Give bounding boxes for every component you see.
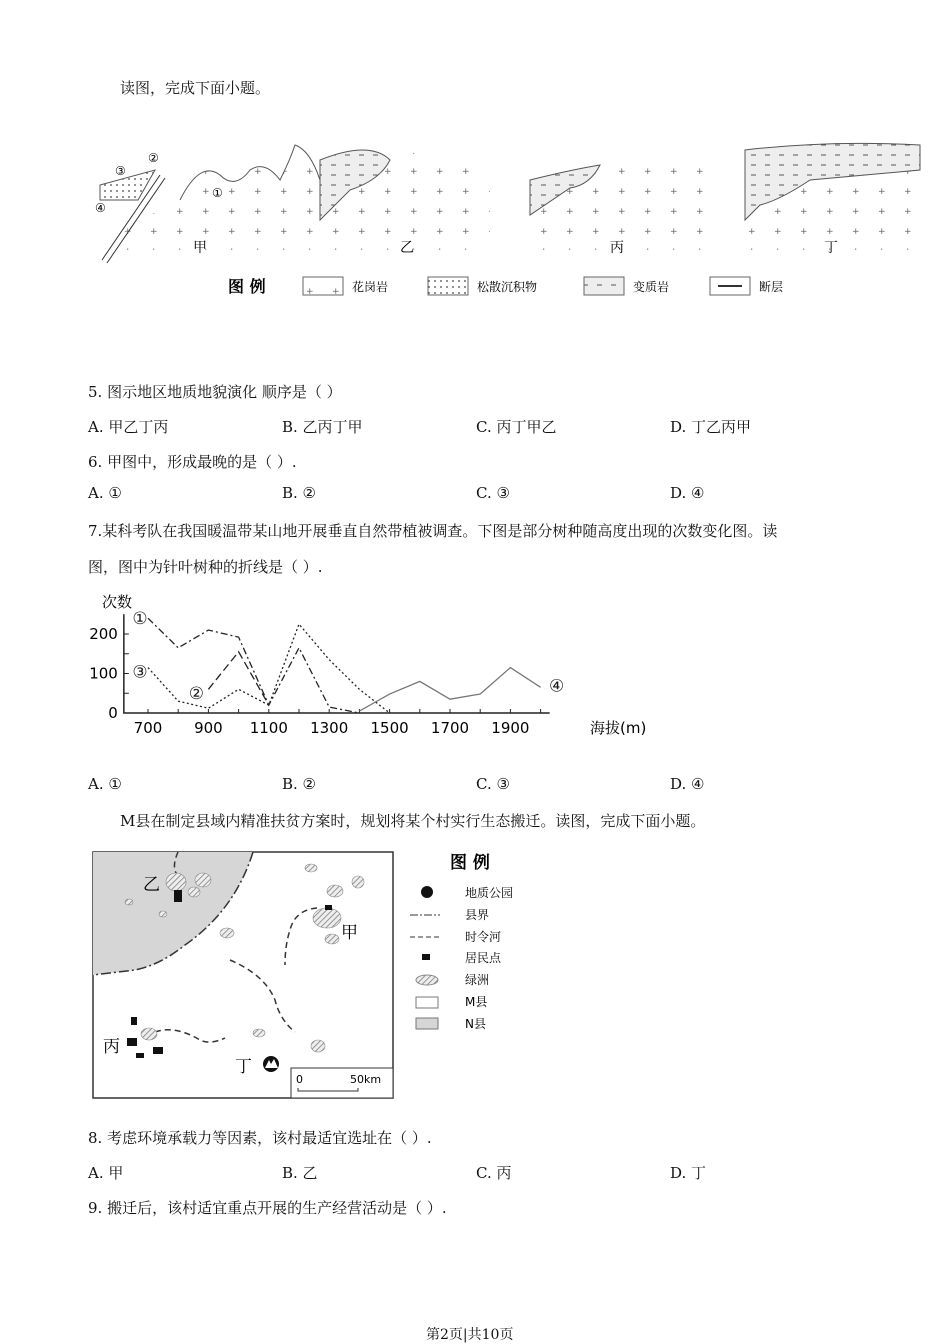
q5-option-c: C. 丙丁甲乙 [476,418,557,436]
legend-item: 县界 [465,908,490,922]
q6-option-c: C. ③ [476,484,510,502]
question-7-line2: 图，图中为针叶树种的折线是（ ）. [88,558,323,576]
scale-distance: 50km [350,1073,382,1086]
q8-option-b: B. 乙 [282,1164,318,1182]
county-map [85,840,545,1110]
q5-option-a: A. 甲乙丁丙 [88,418,169,436]
place-label: 丁 [235,1057,252,1077]
legend-item: 时令河 [465,930,502,944]
panel-yi [320,150,490,250]
axis-line [124,614,550,713]
q8-option-c: C. 丙 [476,1164,512,1182]
series-line-dashed [208,652,268,705]
legend-title: 图 例 [450,853,490,873]
legend-item: 变质岩 [633,280,670,294]
panel-label: 丁 [824,240,838,256]
x-tick-label: 1300 [310,719,349,737]
marker: ③ [115,164,126,178]
series-label: ① [132,609,148,630]
panel-label: 甲 [193,240,207,256]
marker: ① [212,186,223,200]
panel-label: 丙 [610,240,624,256]
series-line-dashdot [148,618,359,713]
q5-option-b: B. 乙丙丁甲 [282,418,363,436]
series-label: ② [188,684,205,705]
series-line-solid [359,668,540,711]
question-9: 9. 搬迁后，该村适宜重点开展的生产经营活动是（ ）. [88,1199,447,1217]
place-label: 乙 [143,875,160,895]
question-7-line1: 7.某科考队在我国暖温带某山地开展垂直自然带植被调查。下图是部分树种随高度出现的次数变化图。读 [88,522,778,540]
intro-text-2: M县在制定县域内精准扶贫方案时，规划将某个村实行生态搬迁。读图，完成下面小题。 [120,812,706,830]
question-6: 6. 甲图中，形成最晚的是（ ）. [88,453,297,471]
q8-option-d: D. 丁 [670,1164,707,1182]
q7-option-d: D. ④ [670,775,705,793]
legend-item: 断层 [759,280,784,294]
y-tick-label: 0 [108,704,118,722]
q6-option-a: A. ① [88,484,122,502]
legend-item: 地质公园 [465,886,514,900]
x-tick-label: 1900 [491,719,530,737]
marker: ② [148,151,159,165]
legend-title: 图 例 [228,277,266,296]
legend-item: N县 [465,1017,486,1031]
intro-text: 读图，完成下面小题。 [120,79,271,97]
series-line-dotted [148,624,390,713]
x-tick-label: 1700 [430,719,470,737]
legend-item: M县 [465,995,488,1009]
q7-option-c: C. ③ [476,775,510,793]
panel-bing [530,154,710,250]
page-footer: 第2页|共10页 [426,1327,514,1343]
q7-option-a: A. ① [88,775,122,793]
place-label: 丙 [103,1037,120,1057]
panel-ding [745,143,920,250]
legend-item: 松散沉积物 [477,280,538,294]
legend-item: 绿洲 [465,973,490,987]
q6-option-b: B. ② [282,484,317,502]
y-axis-label: 次数 [102,593,133,611]
place-label: 甲 [341,923,358,943]
question-5: 5. 图示地区地质地貌演化 顺序是（ ） [88,383,342,401]
scale-zero: 0 [296,1073,303,1086]
panel-jia [100,145,320,263]
x-tick-label: 700 [133,719,163,737]
x-tick-label: 1500 [370,719,409,737]
y-tick-label: 100 [89,664,118,683]
x-tick-label: 900 [194,719,223,737]
q7-option-b: B. ② [282,775,317,793]
q6-option-d: D. ④ [670,484,705,502]
x-axis-label: 海拔(m) [590,719,647,737]
legend-item: 花岗岩 [352,280,389,294]
x-tick-label: 1100 [249,719,288,737]
q8-option-a: A. 甲 [88,1164,124,1182]
legend-item: 居民点 [465,951,502,965]
series-label: ③ [132,662,148,683]
question-8: 8. 考虑环境承载力等因素，该村最适宜选址在（ ）. [88,1129,432,1147]
altitude-chart [80,585,660,745]
series-label: ④ [548,676,565,697]
geology-figure [90,140,930,310]
marker: ④ [95,201,106,215]
panel-label: 乙 [400,240,414,256]
q5-option-d: D. 丁乙丙甲 [670,418,752,436]
y-tick-label: 200 [89,625,118,643]
